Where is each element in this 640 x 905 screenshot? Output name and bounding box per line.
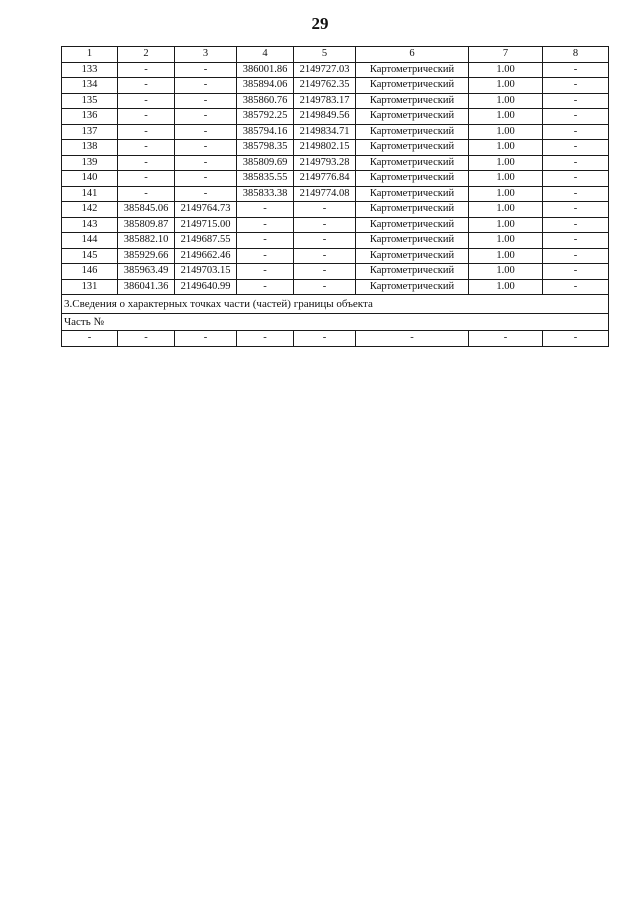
column-header: 6: [356, 47, 469, 63]
table-row: [62, 124, 609, 140]
table-cell: -: [175, 124, 237, 140]
table-row: [62, 109, 609, 125]
table-cell: 138: [62, 140, 118, 156]
table-cell: 2149762.35: [294, 78, 356, 94]
table-cell: 2149776.84: [294, 171, 356, 187]
table-cell: -: [118, 186, 175, 202]
table-row: [62, 331, 609, 347]
table-cell: -: [175, 62, 237, 78]
table-cell: 2149640.99: [175, 279, 237, 295]
table-cell: 1.00: [469, 264, 543, 280]
table-cell: 137: [62, 124, 118, 140]
table-cell: 386041.36: [118, 279, 175, 295]
table-cell: -: [175, 331, 237, 347]
table-cell: 2149727.03: [294, 62, 356, 78]
table-cell: 2149715.00: [175, 217, 237, 233]
table-cell: 2149687.55: [175, 233, 237, 249]
table-cell: -: [62, 331, 118, 347]
table-cell: 1.00: [469, 171, 543, 187]
table-cell: 2149834.71: [294, 124, 356, 140]
table-cell: 1.00: [469, 279, 543, 295]
table-cell: 385833.38: [237, 186, 294, 202]
table-cell: 1.00: [469, 186, 543, 202]
table-cell: -: [294, 248, 356, 264]
table-cell: -: [543, 124, 609, 140]
table-row: [62, 93, 609, 109]
table-cell: 2149793.28: [294, 155, 356, 171]
table-cell: 385845.06: [118, 202, 175, 218]
table-cell: -: [294, 233, 356, 249]
table-row: [62, 186, 609, 202]
characteristic-points-table: [61, 46, 609, 347]
column-header: 2: [118, 47, 175, 63]
table-cell: 385794.16: [237, 124, 294, 140]
table-cell: -: [543, 331, 609, 347]
table-cell: 135: [62, 93, 118, 109]
table-cell: Картометрический: [356, 171, 469, 187]
table-cell: -: [175, 155, 237, 171]
page-number: 29: [311, 14, 329, 33]
table-cell: 133: [62, 62, 118, 78]
table-cell: -: [118, 124, 175, 140]
table-cell: 1.00: [469, 109, 543, 125]
table-cell: Картометрический: [356, 124, 469, 140]
table-cell: Картометрический: [356, 279, 469, 295]
table-cell: Картометрический: [356, 140, 469, 156]
table-cell: 2149849.56: [294, 109, 356, 125]
table-cell: -: [543, 78, 609, 94]
table-cell: -: [469, 331, 543, 347]
table-cell: 1.00: [469, 93, 543, 109]
table-cell: Картометрический: [356, 202, 469, 218]
column-header: 5: [294, 47, 356, 63]
part-label: Часть №: [62, 314, 609, 331]
table-cell: -: [118, 331, 175, 347]
table-cell: 386001.86: [237, 62, 294, 78]
column-header: 8: [543, 47, 609, 63]
table-cell: Картометрический: [356, 93, 469, 109]
table-row: [62, 78, 609, 94]
table-cell: -: [543, 93, 609, 109]
table-cell: 1.00: [469, 233, 543, 249]
table-cell: 385809.87: [118, 217, 175, 233]
table-cell: 141: [62, 186, 118, 202]
table-cell: 146: [62, 264, 118, 280]
table-cell: -: [543, 155, 609, 171]
column-header: 3: [175, 47, 237, 63]
table-cell: -: [175, 93, 237, 109]
table-cell: 2149764.73: [175, 202, 237, 218]
table-cell: Картометрический: [356, 264, 469, 280]
table-cell: -: [294, 279, 356, 295]
table-cell: Картометрический: [356, 155, 469, 171]
table-cell: -: [237, 233, 294, 249]
table-cell: -: [237, 217, 294, 233]
table-cell: 385792.25: [237, 109, 294, 125]
table-cell: -: [543, 233, 609, 249]
table-cell: Картометрический: [356, 78, 469, 94]
table-cell: 1.00: [469, 248, 543, 264]
table-cell: 142: [62, 202, 118, 218]
table-cell: -: [543, 186, 609, 202]
table-cell: 1.00: [469, 78, 543, 94]
table-cell: 144: [62, 233, 118, 249]
table-cell: 385929.66: [118, 248, 175, 264]
table-cell: -: [543, 202, 609, 218]
table-row: [62, 155, 609, 171]
table-cell: -: [294, 202, 356, 218]
table-row: [62, 202, 609, 218]
table-cell: 2149662.46: [175, 248, 237, 264]
table-cell: Картометрический: [356, 109, 469, 125]
table-cell: -: [294, 331, 356, 347]
table-cell: 136: [62, 109, 118, 125]
table-cell: 385882.10: [118, 233, 175, 249]
table-cell: 2149783.17: [294, 93, 356, 109]
table-cell: Картометрический: [356, 186, 469, 202]
table-cell: -: [543, 62, 609, 78]
table-cell: -: [118, 62, 175, 78]
table-cell: 2149802.15: [294, 140, 356, 156]
table-row: [62, 279, 609, 295]
table-cell: 140: [62, 171, 118, 187]
table-cell: -: [543, 279, 609, 295]
table-cell: -: [294, 264, 356, 280]
table-row: [62, 264, 609, 280]
table-cell: Картометрический: [356, 233, 469, 249]
table-cell: -: [543, 171, 609, 187]
table-cell: -: [237, 264, 294, 280]
table-cell: -: [543, 109, 609, 125]
table-cell: -: [118, 109, 175, 125]
table-cell: -: [237, 248, 294, 264]
table-cell: -: [118, 171, 175, 187]
table-cell: 385809.69: [237, 155, 294, 171]
table-cell: -: [237, 279, 294, 295]
table-cell: -: [237, 202, 294, 218]
table-cell: 385798.35: [237, 140, 294, 156]
table-cell: -: [175, 140, 237, 156]
table-cell: 1.00: [469, 155, 543, 171]
table-cell: 134: [62, 78, 118, 94]
table-cell: 1.00: [469, 124, 543, 140]
table-header-row: [62, 47, 609, 63]
table-cell: -: [543, 217, 609, 233]
section-title-row: [62, 295, 609, 314]
table-cell: -: [175, 171, 237, 187]
table-cell: -: [237, 331, 294, 347]
table-cell: -: [294, 217, 356, 233]
table-cell: 131: [62, 279, 118, 295]
table-cell: 1.00: [469, 217, 543, 233]
table-cell: -: [175, 78, 237, 94]
table-cell: 385963.49: [118, 264, 175, 280]
column-header: 7: [469, 47, 543, 63]
table-row: [62, 248, 609, 264]
table-cell: Картометрический: [356, 248, 469, 264]
table-row: [62, 171, 609, 187]
table-cell: -: [543, 140, 609, 156]
table-cell: 1.00: [469, 140, 543, 156]
table-cell: 385894.06: [237, 78, 294, 94]
table-row: [62, 62, 609, 78]
column-header: 1: [62, 47, 118, 63]
table-cell: -: [175, 186, 237, 202]
part-label-row: [62, 314, 609, 331]
table-cell: Картометрический: [356, 62, 469, 78]
table-cell: 2149703.15: [175, 264, 237, 280]
section-title: 3.Сведения о характерных точках части (частей) границы объекта: [62, 295, 609, 314]
table-cell: 139: [62, 155, 118, 171]
table-cell: 1.00: [469, 62, 543, 78]
table-cell: 385860.76: [237, 93, 294, 109]
table-cell: -: [118, 78, 175, 94]
table-cell: 2149774.08: [294, 186, 356, 202]
table-cell: -: [356, 331, 469, 347]
column-header: 4: [237, 47, 294, 63]
table-cell: -: [118, 93, 175, 109]
table-cell: Картометрический: [356, 217, 469, 233]
table-row: [62, 233, 609, 249]
table-cell: -: [175, 109, 237, 125]
table-cell: -: [118, 155, 175, 171]
table-cell: 385835.55: [237, 171, 294, 187]
table-cell: 1.00: [469, 202, 543, 218]
table-cell: -: [543, 264, 609, 280]
table-cell: 143: [62, 217, 118, 233]
table-cell: -: [543, 248, 609, 264]
table-row: [62, 217, 609, 233]
table-cell: -: [118, 140, 175, 156]
table-row: [62, 140, 609, 156]
table-cell: 145: [62, 248, 118, 264]
